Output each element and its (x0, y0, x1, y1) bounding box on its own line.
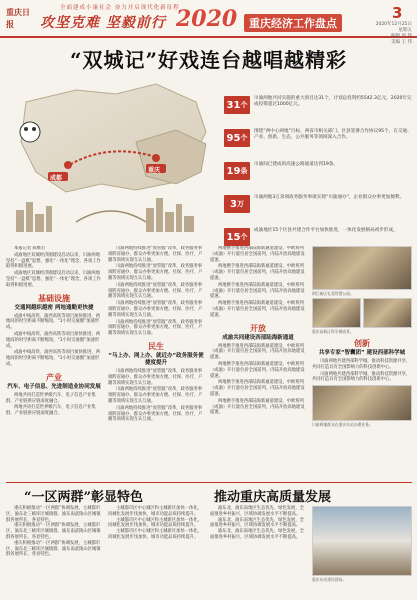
bottom-left-title: “一区两群”彰显特色 (24, 490, 143, 505)
paragraph: 成渝地区双城经济圈建设启动以来，川渝两地坚持“一盘棋”思想，强化“一体化”理念，各项工作取得积极进展。 (6, 252, 101, 270)
paragraph: 渝东北、渝东南地区生态优先、绿色发展，全面推进乡村振兴，区域协调发展水平不断提高。 (210, 506, 304, 517)
news-photo (312, 298, 361, 328)
paragraph: 川渝两地持续推进“放管服”改革，政务服务事项跨省通办，群众办事更加方便。社保、医疗、户籍等领域实现互认互通。 (108, 368, 203, 386)
paragraph: 川渝两地持续推进“放管服”改革，政务服务事项跨省通办，群众办事更加方便。社保、医疗、户籍等领域实现互认互通。 (108, 246, 203, 263)
section-subtitle: 汽车、电子信息、先进制造业协同发展 (7, 383, 101, 390)
bottom-right-title: 推动重庆高质量发展 (214, 490, 332, 505)
stat-item (224, 129, 414, 159)
paragraph: 川渝两地持续推进“放管服”改革，政务服务事项跨省通办，群众办事更加方便。社保、医疗、户籍等领域实现互认互通。 (108, 319, 203, 337)
section-title: 基础设施 (38, 293, 70, 303)
map-label-chongqing: 重庆 (148, 167, 161, 174)
paragraph: 两地携手推进西部陆海新通道建设，中欧班列（成渝）开行量位居全国前列，内陆开放高地建设提速。 (210, 343, 305, 361)
paragraph: 成渝地区双城经济圈建设启动以来，川渝两地坚持“一盘棋”思想，强化“一体化”理念，各项工作取得积极进展。 (6, 271, 101, 288)
paragraph: 川渝两地共建西部科学城，推动科技资源共享，共同打造具有全国影响力的科技创新中心。 (312, 371, 411, 383)
column-4 (312, 246, 412, 478)
paragraph: 川渝两地持续推进“放管服”改革，政务服务事项跨省通办，群众办事更加方便。社保、医疗、户籍等领域实现互认互通。 (108, 282, 203, 300)
stat-item (224, 162, 414, 192)
paragraph: 川渝两地持续推进“放管服”改革，政务服务事项跨省通办，群众办事更加方便。社保、医疗、户籍等领域实现互认互通。 (108, 387, 203, 404)
section-title: 产业 (46, 372, 62, 382)
page-number: 3 (392, 4, 403, 22)
stat-number: 31 个 (224, 96, 250, 114)
stat-item (224, 96, 414, 126)
paragraph: 川渝两地持续推进“放管服”改革，政务服务事项跨省通办，群众办事更加方便。社保、医疗、户籍等领域实现互认互通。 (108, 301, 203, 318)
paragraph: 渝东北、渝东南地区生态优先、绿色发展，全面推进乡村振兴，区域协调发展水平不断提高。 (210, 517, 304, 529)
paragraph: 两地共同打造世界级汽车、电子信息产业集群，产业链供应链深度融合。 (6, 405, 96, 417)
dateline: 本报记者 陈维灯 (14, 246, 46, 251)
section-title: 开放 (250, 323, 266, 333)
paragraph: 两地携手推进西部陆海新通道建设，中欧班列（成渝）开行量位居全国前列，内陆开放高地建设提速。 (210, 398, 305, 416)
map-illustration (6, 72, 218, 240)
page-info-line: 美编 王 伟 (391, 40, 412, 45)
paragraph: 川渝两地共建西部科学城，推动科技资源共享，共同打造具有全国影响力的科技创新中心。 (312, 359, 411, 370)
section-subtitle: 共享专家“智囊团” 建设西部科学城 (318, 350, 406, 356)
news-photo (363, 298, 412, 328)
page-headline: “双城记”好戏连台越唱越精彩 (69, 48, 347, 72)
paragraph: 主城都市区中心城区和主城新区加快一体化，同城化发展步伐加快，城市功能品质持续提升。 (108, 529, 202, 540)
newspaper-logo: 重庆日报 (6, 7, 30, 29)
news-photo (312, 385, 412, 421)
stat-text: 川渝两地3万余项政务服务事项实现“川渝通办”，企业群众办事更加便利。 (254, 195, 405, 200)
masthead-year: 2020 (176, 6, 238, 32)
sichuan-chongqing-map (6, 72, 218, 240)
stats-list (224, 96, 414, 261)
paragraph: 成渝中线高铁、渝西高铁等项目加快推进，两地间的时空距离不断缩短，“1小时交通圈”加速形成。 (6, 350, 100, 367)
section-title: 民生 (148, 341, 164, 351)
stat-number: 95 个 (224, 129, 250, 147)
paragraph: 重庆积极推动“一区两群”协调发展，主城都市区、渝东北三峡库区城镇群、渝东南武陵山区城镇群各展所长、各显特色。 (6, 506, 101, 523)
bottom-col-2 (108, 506, 204, 541)
paragraph: 两地携手推进西部陆海新通道建设，中欧班列（成渝）开行量位居全国前列，内陆开放高地建设提速。 (210, 380, 305, 397)
paragraph: 主城都市区中心城区和主城新区加快一体化，同城化发展步伐加快，城市功能品质持续提升。 (108, 506, 202, 517)
stat-text: 川渝两地共同实施的重大项目达31个，计划总投资约5542.3亿元，2020年完成投资超过1000亿元。 (254, 96, 412, 108)
stat-text: 成渝地区15个区县共建合作平台加快推进，一体化发展格局初步形成。 (254, 228, 398, 233)
stat-number: 15 个 (224, 228, 250, 246)
bottom-col-1 (6, 506, 102, 558)
page-info-line: 编辑 周 锋 (391, 34, 412, 39)
paragraph: 川渝两地持续推进“放管服”改革，政务服务事项跨省通办，群众办事更加方便。社保、医疗、户籍等领域实现互认互通。 (108, 405, 203, 423)
panda-icon (20, 122, 40, 142)
bottom-section (0, 486, 417, 600)
section-subtitle: 交通网越织越密 两地通勤更快捷 (14, 304, 94, 311)
column-1 (6, 246, 102, 478)
photo-caption: 两江新区礼嘉智慧公园。 (312, 291, 354, 296)
news-photo (312, 506, 412, 576)
paragraph: 重庆积极推动“一区两群”协调发展，主城都市区、渝东北三峡库区城镇群、渝东南武陵山区城镇群各展所长、各显特色。 (6, 540, 101, 558)
stat-text: 围绕“两中心两地”目标，两省市相关部门、区县签署合作协议95个，在交通、产业、创新、生态、公共服务等领域深入合作。 (254, 129, 412, 141)
photo-caption: 重庆高新区科学城夜景。 (312, 329, 354, 334)
paragraph: 主城都市区中心城区和主城新区加快一体化，同城化发展步伐加快，城市功能品质持续提升。 (108, 517, 202, 529)
paragraph: 成渝中线高铁、渝西高铁等项目加快推进，两地间的时空距离不断缩短，“1小时交通圈”加速形成。 (6, 313, 100, 331)
news-photo (312, 246, 412, 290)
paragraph: 两地共同打造世界级汽车、电子信息产业集群，产业链供应链深度融合。 (6, 392, 96, 404)
column-2 (108, 246, 204, 478)
article-columns (6, 246, 412, 478)
paragraph: 两地携手推进西部陆海新通道建设，中欧班列（成渝）开行量位居全国前列，内陆开放高地建设提速。 (210, 301, 305, 318)
stat-item (224, 195, 414, 225)
column-3 (210, 246, 306, 478)
stat-number: 3 万 (224, 195, 250, 213)
paragraph: 重庆积极推动“一区两群”协调发展，主城都市区、渝东北三峡库区城镇群、渝东南武陵山区城镇群各展所长、各显特色。 (6, 523, 101, 540)
paragraph: 两地携手推进西部陆海新通道建设，中欧班列（成渝）开行量位居全国前列，内陆开放高地建设提速。 (210, 246, 305, 263)
page-info (370, 22, 412, 46)
paragraph: 渝东北、渝东南地区生态优先、绿色发展，全面推进乡村振兴，区域协调发展水平不断提高。 (210, 529, 304, 540)
section-divider (6, 482, 412, 483)
photo-caption: 川渝两地群众在重庆东站办理业务。 (312, 422, 373, 428)
paragraph: 两地携手推进西部陆海新通道建设，中欧班列（成渝）开行量位居全国前列，内陆开放高地建设提速。 (210, 264, 305, 281)
masthead (0, 0, 417, 45)
stat-number: 19 条 (224, 162, 250, 180)
masthead-tagline: 全面建成小康社会 奋力开启现代化新征程 (60, 5, 180, 11)
paragraph: 川渝两地持续推进“放管服”改革，政务服务事项跨省通办，群众办事更加方便。社保、医疗、户籍等领域实现互认互通。 (108, 264, 203, 281)
photo-caption: 重庆东站建设现场。 (312, 577, 347, 582)
section-subtitle: 成渝共同建设西部陆海新通道 (222, 334, 294, 341)
stat-text: 川渝间已建成的高速公路通道达到19条。 (254, 162, 338, 167)
section-title: 创新 (354, 339, 370, 348)
series-title: 重庆经济工作盘点 (244, 14, 342, 32)
paragraph: 两地携手推进西部陆海新通道建设，中欧班列（成渝）开行量位居全国前列，内陆开放高地建设提速。 (210, 361, 305, 379)
bottom-col-3 (210, 506, 306, 541)
section-subtitle: “马上办、网上办、就近办”政务服务便捷度提升 (108, 352, 204, 366)
bottom-photo-block (312, 506, 412, 582)
masthead-slogan: 攻坚克难 坚毅前行 (40, 15, 166, 31)
paragraph: 成渝中线高铁、渝西高铁等项目加快推进，两地间的时空距离不断缩短，“1小时交通圈”加速形成。 (6, 331, 100, 349)
paragraph: 两地携手推进西部陆海新通道建设，中欧班列（成渝）开行量位居全国前列，内陆开放高地建设提速。 (210, 282, 305, 300)
page-info-line: 2020年12月25日 星期五 (375, 22, 412, 33)
map-label-chengdu: 成都 (50, 175, 63, 182)
